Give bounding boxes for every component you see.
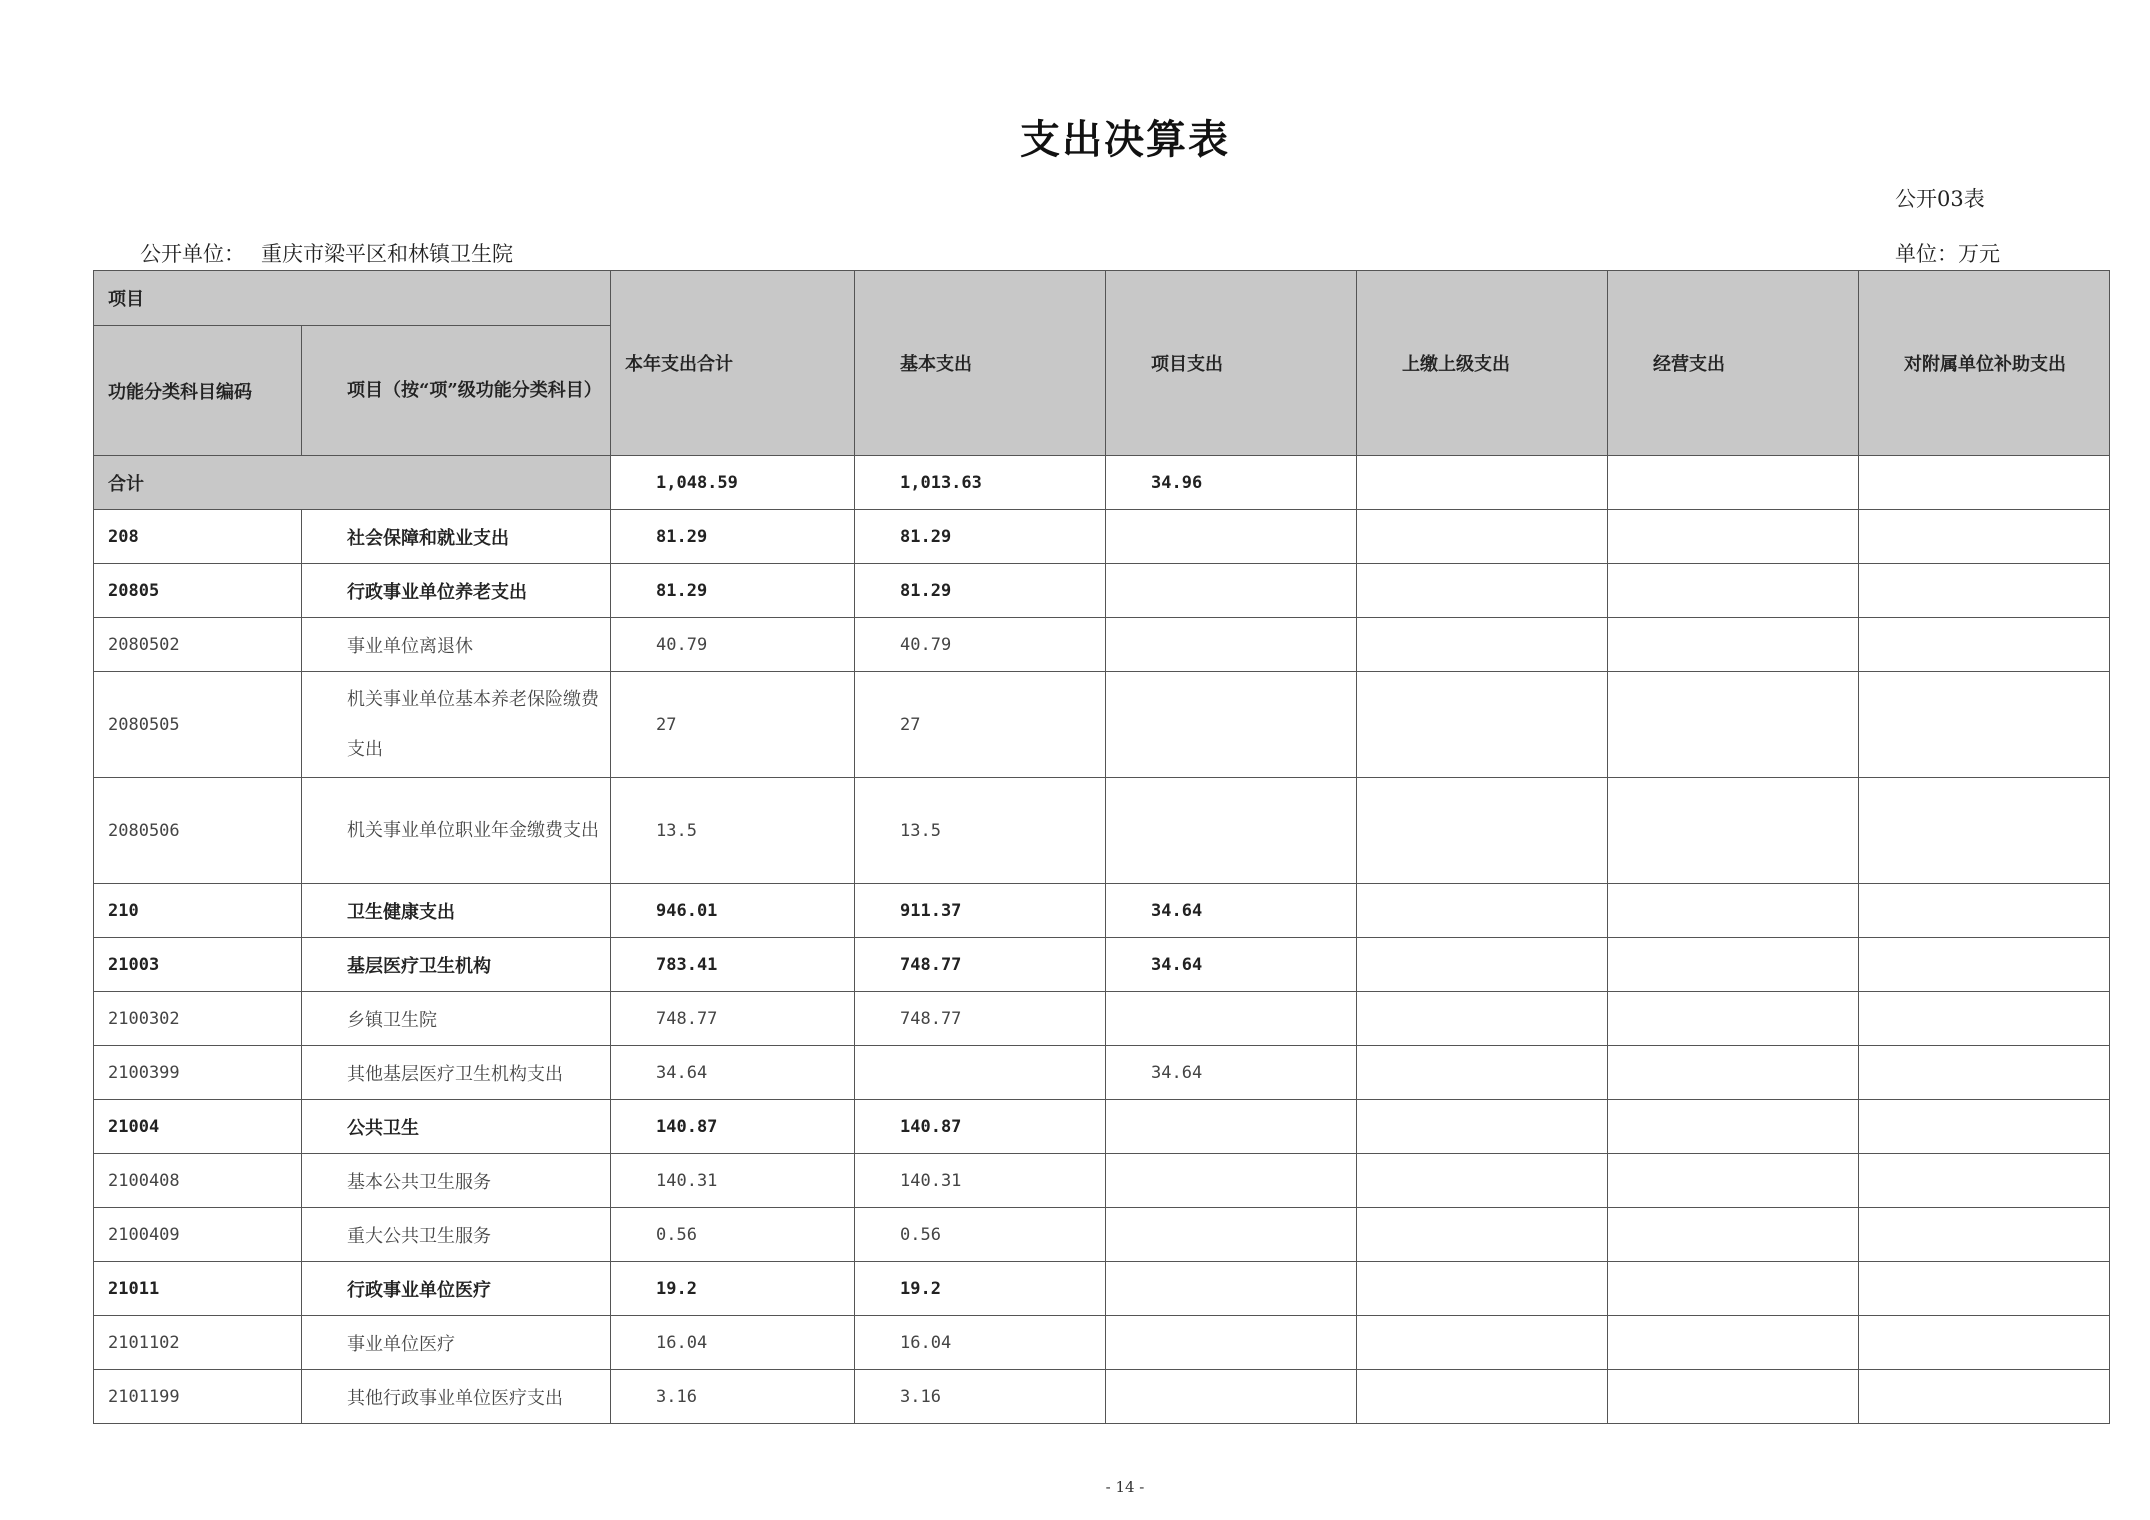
table-code: 公开03表 bbox=[1895, 187, 1985, 211]
row-subsidy bbox=[1859, 778, 2110, 884]
row-subsidy bbox=[1859, 1262, 2110, 1316]
row-business bbox=[1608, 564, 1859, 618]
row-name: 乡镇卫生院 bbox=[302, 992, 611, 1046]
row-subsidy bbox=[1859, 1208, 2110, 1262]
row-subsidy bbox=[1859, 672, 2110, 778]
row-business bbox=[1608, 1262, 1859, 1316]
header-upper: 上缴上级支出 bbox=[1357, 271, 1608, 456]
row-code: 208 bbox=[94, 510, 302, 564]
page-title: 支出决算表 bbox=[1020, 116, 1230, 163]
table-row bbox=[94, 510, 2110, 564]
row-business bbox=[1608, 884, 1859, 938]
row-upper bbox=[1357, 778, 1608, 884]
row-basic: 81.29 bbox=[855, 510, 1106, 564]
row-code: 2080505 bbox=[94, 672, 302, 778]
table-row bbox=[94, 672, 2110, 778]
page-number: - 14 - bbox=[1105, 1478, 1145, 1496]
table-row bbox=[94, 1100, 2110, 1154]
table-row bbox=[94, 1370, 2110, 1424]
row-business bbox=[1608, 1316, 1859, 1370]
row-subsidy bbox=[1859, 510, 2110, 564]
row-project-expense bbox=[1106, 1100, 1357, 1154]
row-basic: 140.87 bbox=[855, 1100, 1106, 1154]
row-basic: 16.04 bbox=[855, 1316, 1106, 1370]
row-name: 其他基层医疗卫生机构支出 bbox=[302, 1046, 611, 1100]
row-business bbox=[1608, 778, 1859, 884]
table-row bbox=[94, 1262, 2110, 1316]
row-business bbox=[1608, 510, 1859, 564]
row-upper bbox=[1357, 618, 1608, 672]
row-total: 0.56 bbox=[611, 1208, 855, 1262]
row-subsidy bbox=[1859, 1046, 2110, 1100]
row-project-expense bbox=[1106, 1316, 1357, 1370]
row-basic: 19.2 bbox=[855, 1262, 1106, 1316]
row-code: 2100302 bbox=[94, 992, 302, 1046]
row-total: 783.41 bbox=[611, 938, 855, 992]
row-code: 20805 bbox=[94, 564, 302, 618]
row-code: 2080506 bbox=[94, 778, 302, 884]
total-subsidy bbox=[1859, 456, 2110, 510]
row-business bbox=[1608, 672, 1859, 778]
row-upper bbox=[1357, 564, 1608, 618]
row-business bbox=[1608, 1208, 1859, 1262]
row-business bbox=[1608, 618, 1859, 672]
total-business bbox=[1608, 456, 1859, 510]
row-project-expense bbox=[1106, 1262, 1357, 1316]
row-basic: 3.16 bbox=[855, 1370, 1106, 1424]
row-code: 2100408 bbox=[94, 1154, 302, 1208]
row-subsidy bbox=[1859, 1316, 2110, 1370]
row-project-expense bbox=[1106, 1154, 1357, 1208]
row-name: 机关事业单位职业年金缴费支出 bbox=[302, 778, 611, 884]
table-row bbox=[94, 618, 2110, 672]
row-total: 16.04 bbox=[611, 1316, 855, 1370]
row-name: 事业单位医疗 bbox=[302, 1316, 611, 1370]
row-project-expense bbox=[1106, 1370, 1357, 1424]
row-code: 2101199 bbox=[94, 1370, 302, 1424]
total-basic: 1,013.63 bbox=[855, 456, 1106, 510]
table-row bbox=[94, 1316, 2110, 1370]
row-code: 2100399 bbox=[94, 1046, 302, 1100]
row-business bbox=[1608, 1154, 1859, 1208]
row-subsidy bbox=[1859, 1154, 2110, 1208]
expense-table bbox=[93, 270, 2110, 1424]
row-basic: 13.5 bbox=[855, 778, 1106, 884]
row-upper bbox=[1357, 1208, 1608, 1262]
row-project-expense bbox=[1106, 618, 1357, 672]
row-upper bbox=[1357, 1154, 1608, 1208]
row-name: 卫生健康支出 bbox=[302, 884, 611, 938]
row-project-expense bbox=[1106, 992, 1357, 1046]
row-code: 21003 bbox=[94, 938, 302, 992]
row-total: 34.64 bbox=[611, 1046, 855, 1100]
row-name: 基本公共卫生服务 bbox=[302, 1154, 611, 1208]
header-basic: 基本支出 bbox=[855, 271, 1106, 456]
row-business bbox=[1608, 1100, 1859, 1154]
row-upper bbox=[1357, 1370, 1608, 1424]
row-upper bbox=[1357, 992, 1608, 1046]
row-name: 重大公共卫生服务 bbox=[302, 1208, 611, 1262]
table-row bbox=[94, 1154, 2110, 1208]
row-subsidy bbox=[1859, 618, 2110, 672]
row-upper bbox=[1357, 884, 1608, 938]
row-total: 3.16 bbox=[611, 1370, 855, 1424]
header-subsidy: 对附属单位补助支出 bbox=[1859, 271, 2110, 456]
row-total: 140.31 bbox=[611, 1154, 855, 1208]
row-project-expense bbox=[1106, 1208, 1357, 1262]
row-basic: 40.79 bbox=[855, 618, 1106, 672]
row-subsidy bbox=[1859, 992, 2110, 1046]
row-upper bbox=[1357, 1046, 1608, 1100]
table-row bbox=[94, 778, 2110, 884]
row-basic bbox=[855, 1046, 1106, 1100]
money-unit: 单位：万元 bbox=[1895, 242, 2000, 266]
row-name: 行政事业单位医疗 bbox=[302, 1262, 611, 1316]
row-basic: 911.37 bbox=[855, 884, 1106, 938]
row-subsidy bbox=[1859, 1370, 2110, 1424]
row-project-expense: 34.64 bbox=[1106, 1046, 1357, 1100]
row-subsidy bbox=[1859, 564, 2110, 618]
row-project-expense: 34.64 bbox=[1106, 938, 1357, 992]
table-row bbox=[94, 564, 2110, 618]
row-name: 行政事业单位养老支出 bbox=[302, 564, 611, 618]
reporting-unit bbox=[140, 238, 513, 268]
row-name: 机关事业单位基本养老保险缴费支出 bbox=[302, 672, 611, 778]
row-project-expense bbox=[1106, 564, 1357, 618]
row-upper bbox=[1357, 510, 1608, 564]
row-code: 2100409 bbox=[94, 1208, 302, 1262]
header-name: 项目（按“项”级功能分类科目） bbox=[302, 326, 611, 456]
row-upper bbox=[1357, 1262, 1608, 1316]
total-row bbox=[94, 456, 2110, 510]
row-project-expense bbox=[1106, 672, 1357, 778]
row-project-expense: 34.64 bbox=[1106, 884, 1357, 938]
table-row bbox=[94, 884, 2110, 938]
row-total: 40.79 bbox=[611, 618, 855, 672]
row-name: 基层医疗卫生机构 bbox=[302, 938, 611, 992]
reporting-unit-label: 公开单位： bbox=[140, 242, 245, 266]
row-subsidy bbox=[1859, 938, 2110, 992]
row-name: 公共卫生 bbox=[302, 1100, 611, 1154]
row-upper bbox=[1357, 938, 1608, 992]
row-project-expense bbox=[1106, 778, 1357, 884]
total-upper bbox=[1357, 456, 1608, 510]
table-row bbox=[94, 938, 2110, 992]
header-project-expense: 项目支出 bbox=[1106, 271, 1357, 456]
row-business bbox=[1608, 992, 1859, 1046]
row-total: 13.5 bbox=[611, 778, 855, 884]
header-project: 项目 bbox=[94, 271, 611, 326]
row-code: 210 bbox=[94, 884, 302, 938]
row-basic: 140.31 bbox=[855, 1154, 1106, 1208]
row-upper bbox=[1357, 1100, 1608, 1154]
row-code: 2080502 bbox=[94, 618, 302, 672]
row-project-expense bbox=[1106, 510, 1357, 564]
header-total: 本年支出合计 bbox=[611, 271, 855, 456]
row-upper bbox=[1357, 1316, 1608, 1370]
row-basic: 27 bbox=[855, 672, 1106, 778]
row-total: 19.2 bbox=[611, 1262, 855, 1316]
reporting-unit-name: 重庆市梁平区和林镇卫生院 bbox=[261, 242, 513, 266]
row-business bbox=[1608, 1046, 1859, 1100]
row-total: 946.01 bbox=[611, 884, 855, 938]
header-business: 经营支出 bbox=[1608, 271, 1859, 456]
row-code: 2101102 bbox=[94, 1316, 302, 1370]
table-row bbox=[94, 992, 2110, 1046]
total-amount: 1,048.59 bbox=[611, 456, 855, 510]
row-basic: 748.77 bbox=[855, 992, 1106, 1046]
row-code: 21004 bbox=[94, 1100, 302, 1154]
row-total: 748.77 bbox=[611, 992, 855, 1046]
row-basic: 81.29 bbox=[855, 564, 1106, 618]
total-label: 合计 bbox=[94, 456, 611, 510]
row-basic: 748.77 bbox=[855, 938, 1106, 992]
row-upper bbox=[1357, 672, 1608, 778]
row-total: 81.29 bbox=[611, 564, 855, 618]
row-code: 21011 bbox=[94, 1262, 302, 1316]
header-code: 功能分类科目编码 bbox=[94, 326, 302, 456]
row-basic: 0.56 bbox=[855, 1208, 1106, 1262]
row-total: 27 bbox=[611, 672, 855, 778]
row-business bbox=[1608, 1370, 1859, 1424]
row-name: 社会保障和就业支出 bbox=[302, 510, 611, 564]
header-row-1 bbox=[94, 271, 2110, 326]
row-total: 140.87 bbox=[611, 1100, 855, 1154]
row-name: 事业单位离退休 bbox=[302, 618, 611, 672]
total-project-expense: 34.96 bbox=[1106, 456, 1357, 510]
row-subsidy bbox=[1859, 1100, 2110, 1154]
row-name: 其他行政事业单位医疗支出 bbox=[302, 1370, 611, 1424]
row-business bbox=[1608, 938, 1859, 992]
row-subsidy bbox=[1859, 884, 2110, 938]
table-row bbox=[94, 1208, 2110, 1262]
row-total: 81.29 bbox=[611, 510, 855, 564]
table-row bbox=[94, 1046, 2110, 1100]
